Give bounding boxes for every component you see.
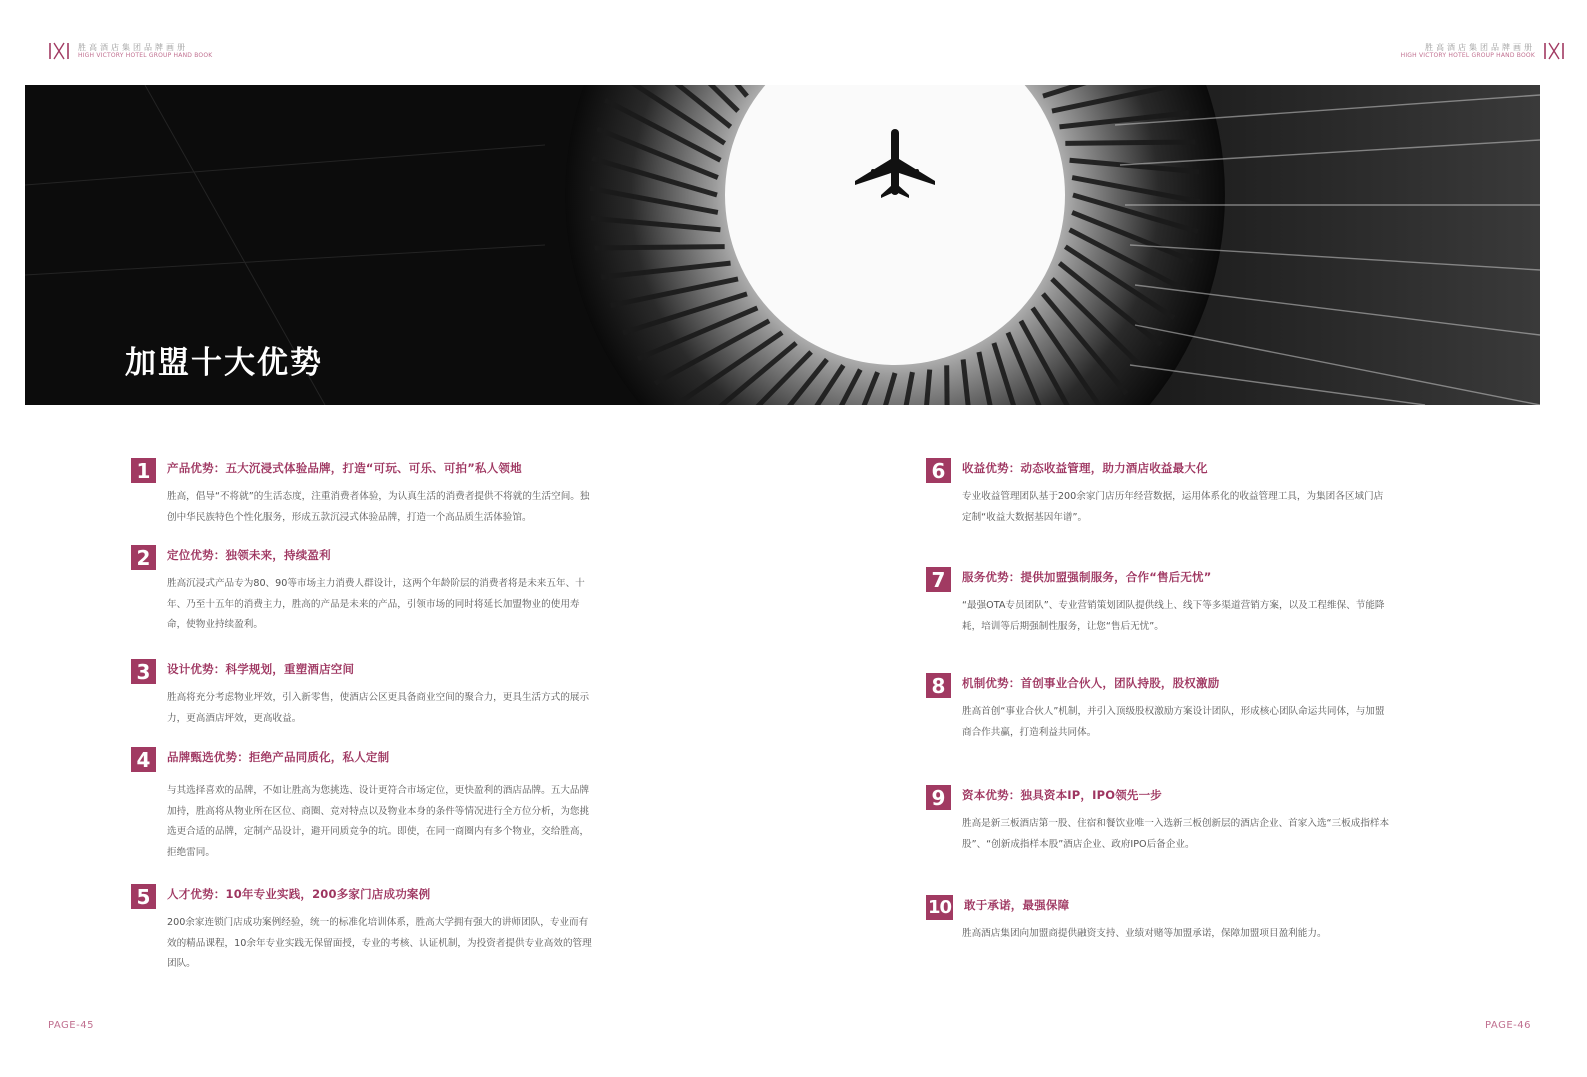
advantage-title: 资本优势：独具资本IP，IPO领先一步	[962, 787, 1162, 802]
brand-text	[78, 43, 212, 60]
advantage-body: 胜高将充分考虑物业坪效，引入新零售，使酒店公区更具备商业空间的聚合力，更具生活方式的展示力，更高酒店坪效，更高收益。	[167, 692, 590, 724]
advantage-title: 机制优势：首创事业合伙人，团队持股，股权激励	[962, 675, 1220, 690]
page-title: 加盟十大优势	[125, 345, 323, 381]
header-right	[1401, 40, 1565, 62]
advantage-item-7	[926, 561, 1391, 637]
advantage-item-4	[131, 741, 596, 863]
advantage-title: 人才优势：10年专业实践，200多家门店成功案例	[167, 886, 431, 901]
advantage-body: 胜高酒店集团向加盟商提供融资支持、业绩对赌等加盟承诺，保障加盟项目盈利能力。	[962, 928, 1327, 939]
advantage-title: 收益优势：动态收益管理，助力酒店收益最大化	[962, 460, 1208, 475]
advantage-item-1	[131, 452, 596, 528]
advantage-item-8	[926, 667, 1391, 743]
advantage-number: 3	[131, 659, 156, 684]
advantage-item-9	[926, 779, 1391, 855]
advantage-title: 敢于承诺，最强保障	[964, 897, 1070, 912]
advantage-title: 品牌甄选优势：拒绝产品同质化，私人定制	[167, 749, 390, 764]
brand-logo-icon	[48, 40, 70, 62]
brand-name-en: HIGH VICTORY HOTEL GROUP HAND BOOK	[78, 52, 213, 60]
advantage-body: 与其选择喜欢的品牌，不如让胜高为您挑选、设计更符合市场定位，更快盈利的酒店品牌。五大品牌加持，胜高将从物业所在区位、商圈、竞对特点以及物业本身的条件等情况进行全方位分析，为您挑选更合适的品牌，定制产品设计，避开同质竞争的坑。即使，在同一商圈内有多个物业，交给胜高，拒绝雷同。	[167, 785, 590, 858]
advantage-body: 200余家连锁门店成功案例经验，统一的标准化培训体系，胜高大学拥有强大的讲师团队，专业而有效的精品课程，10余年专业实践无保留面授，专业的考核、认证机制，为投资者提供专业高效的管理团队。	[167, 917, 592, 969]
header-left	[48, 40, 212, 62]
advantage-number: 9	[926, 785, 951, 810]
brand-name-cn: 胜高酒店集团品牌画册	[78, 42, 188, 52]
advantage-number: 10	[927, 897, 952, 918]
advantage-body: “最强OTA专员团队”、专业营销策划团队提供线上、线下等多渠道营销方案，以及工程维保、节能降耗，培训等后期强制性服务，让您“售后无忧”。	[962, 600, 1385, 632]
advantage-item-6	[926, 452, 1391, 528]
brand-name-en: HIGH VICTORY HOTEL GROUP HAND BOOK	[1400, 52, 1535, 60]
advantage-item-10	[926, 889, 1391, 945]
advantage-number: 8	[926, 673, 951, 698]
advantage-body: 专业收益管理团队基于200余家门店历年经营数据，运用体系化的收益管理工具，为集团各区域门店定制“收益大数据基因年谱”。	[962, 491, 1384, 523]
hero-banner	[25, 85, 1540, 405]
advantage-title: 产品优势：五大沉浸式体验品牌，打造“可玩、可乐、可拍”私人领地	[167, 460, 522, 475]
brand-name-cn: 胜高酒店集团品牌画册	[1425, 42, 1535, 52]
advantage-title: 定位优势：独领未来，持续盈利	[167, 547, 331, 562]
advantage-item-5	[131, 878, 596, 975]
advantage-number: 7	[926, 567, 951, 592]
advantage-number: 6	[926, 458, 951, 483]
advantage-title: 设计优势：科学规划，重塑酒店空间	[167, 661, 355, 676]
advantage-item-3	[131, 653, 596, 729]
page-number-left: PAGE-45	[48, 1020, 94, 1031]
advantage-number: 2	[131, 545, 156, 570]
advantage-number: 1	[131, 458, 156, 483]
advantage-body: 胜高沉浸式产品专为80、90等市场主力消费人群设计，这两个年龄阶层的消费者将是未来五年、十年、乃至十五年的消费主力，胜高的产品是未来的产品，引领市场的同时将延长加盟物业的使用寿命，使物业持续盈利。	[167, 578, 585, 630]
brand-text	[1401, 43, 1535, 60]
page-number-right: PAGE-46	[1485, 1020, 1531, 1031]
brand-logo-icon	[1543, 40, 1565, 62]
advantage-title: 服务优势：提供加盟强制服务，合作“售后无忧”	[962, 569, 1212, 584]
advantage-number: 4	[131, 747, 156, 772]
advantage-number: 5	[131, 884, 156, 909]
advantage-item-2	[131, 539, 596, 636]
advantage-body: 胜高是新三板酒店第一股、住宿和餐饮业唯一入选新三板创新层的酒店企业、首家入选“三板成指样本股”、“创新成指样本股”酒店企业、政府IPO后备企业。	[962, 818, 1390, 850]
advantage-body: 胜高，倡导“不将就”的生活态度，注重消费者体验，为认真生活的消费者提供不将就的生活空间。独创中华民族特色个性化服务，形成五款沉浸式体验品牌，打造一个高品质生活体验馆。	[167, 491, 590, 523]
advantage-body: 胜高首创“事业合伙人”机制，并引入顶级股权激励方案设计团队，形成核心团队命运共同体，与加盟商合作共赢，打造利益共同体。	[962, 706, 1385, 738]
